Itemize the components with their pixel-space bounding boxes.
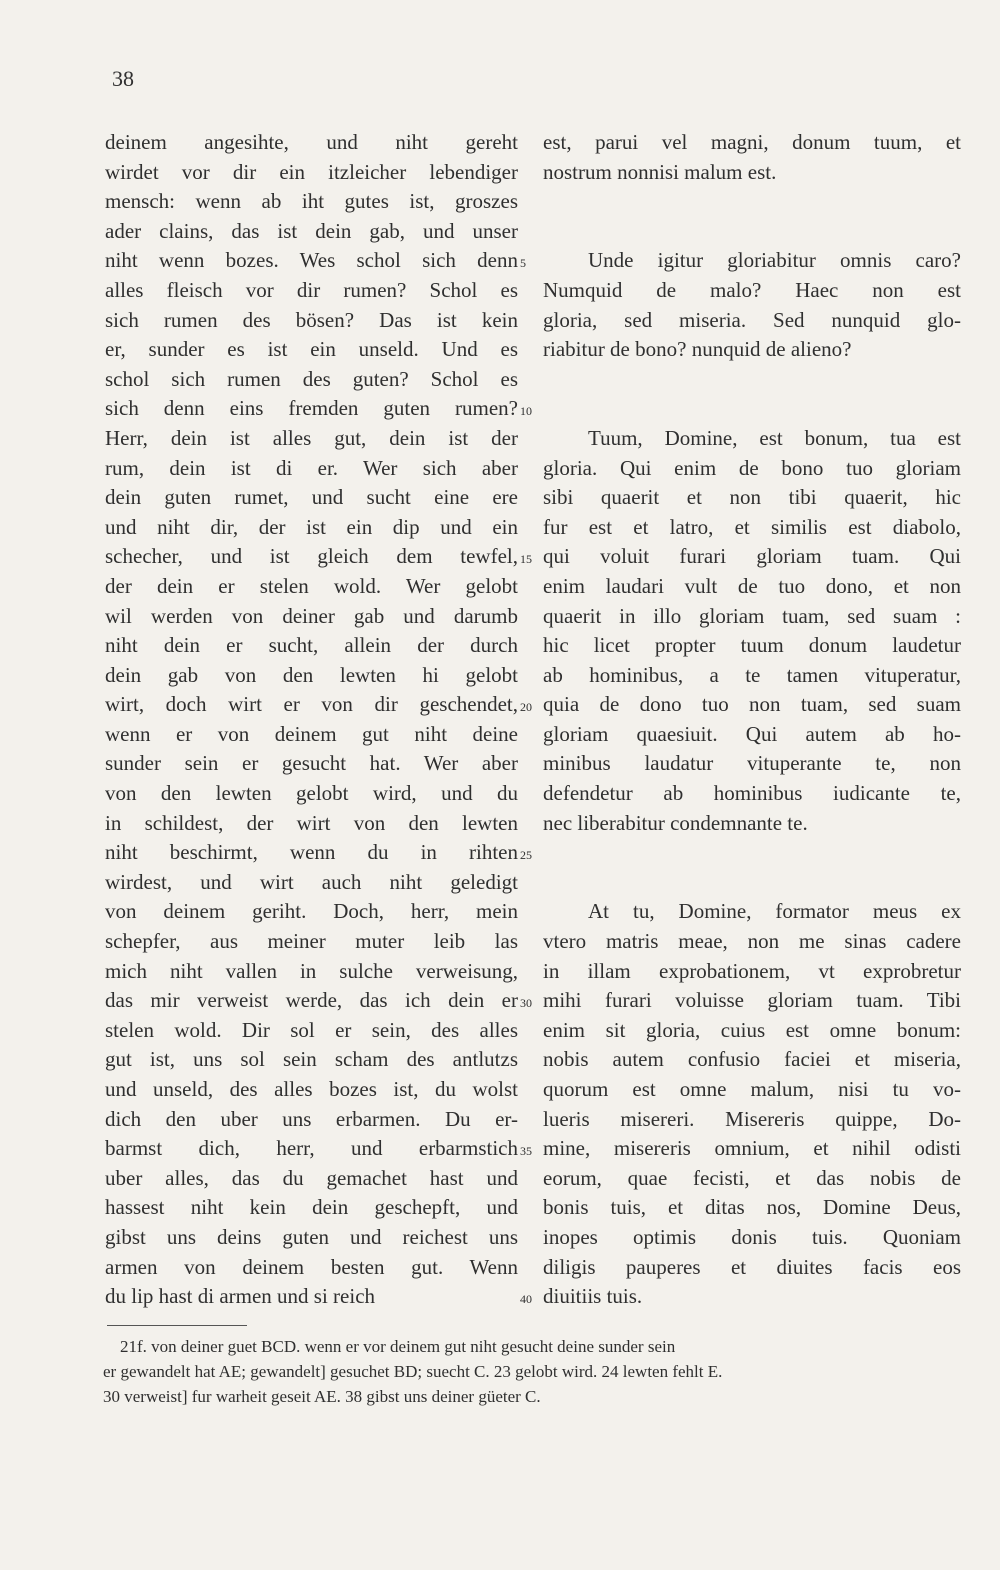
footnote-line: er gewandelt hat AE; gewandelt] gesuchet BD; suecht C. 23 gelobt wird. 24 lewten fehlt E.	[103, 1362, 723, 1381]
german-line: uber alles, das du gemachet hast und	[105, 1165, 518, 1190]
latin-line: gloria. Qui enim de bono tuo gloriam	[543, 455, 961, 480]
german-line: hassest niht kein dein geschepft, und	[105, 1195, 518, 1220]
latin-line: vtero matris meae, non me sinas cadere	[543, 929, 961, 954]
german-line: dich den uber uns erbarmen. Du er-	[105, 1106, 518, 1131]
german-line: stelen wold. Dir sol er sein, des alles	[105, 1017, 518, 1042]
latin-line: enim sit gloria, cuius est omne bonum:	[543, 1017, 961, 1042]
line-number: 40	[520, 1292, 532, 1307]
german-line: rum, dein ist di er. Wer sich aber	[105, 455, 518, 480]
latin-blank-line	[543, 838, 961, 868]
german-line: wirdest, und wirt auch niht geledigt	[105, 869, 518, 894]
german-line: schepfer, aus meiner muter leib las	[105, 929, 518, 954]
line-number: 35	[520, 1144, 532, 1159]
latin-line: riabitur de bono? nunquid de alieno?	[543, 337, 852, 362]
german-line: das mir verweist werde, das ich dein er	[105, 988, 518, 1013]
line-number: 10	[520, 404, 532, 419]
german-line: niht wenn bozes. Wes schol sich denn	[105, 248, 518, 273]
german-line: und niht dir, der ist ein dip und ein	[105, 514, 518, 539]
german-line: von den lewten gelobt wird, und du	[105, 781, 518, 806]
footnotes	[103, 1334, 963, 1409]
german-line: mensch: wenn ab iht gutes ist, groszes	[105, 189, 518, 214]
latin-blank-line	[543, 365, 961, 395]
latin-line: Tuum, Domine, est bonum, tua est	[588, 425, 961, 450]
line-number: 5	[520, 256, 526, 271]
latin-line: nec liberabitur condemnante te.	[543, 810, 808, 835]
german-text-column	[105, 128, 518, 1312]
german-line: gut ist, uns sol sein scham des antlutzs	[105, 1047, 518, 1072]
line-number: 20	[520, 700, 532, 715]
latin-blank-line	[543, 394, 961, 424]
german-line: Herr, dein ist alles gut, dein ist der	[105, 425, 518, 450]
german-line: niht dein er sucht, allein der durch	[105, 633, 518, 658]
german-line: wil werden von deiner gab und darumb	[105, 603, 518, 628]
latin-line: hic licet propter tuum donum laudetur	[543, 633, 961, 658]
german-line: barmst dich, herr, und erbarmstich	[105, 1136, 518, 1161]
latin-line: eorum, quae fecisti, et das nobis de	[543, 1165, 961, 1190]
footnote-line: 30 verweist] fur warheit geseit AE. 38 gibst uns deiner güeter C.	[103, 1387, 541, 1406]
latin-line: inopes optimis donis tuis. Quoniam	[543, 1224, 961, 1249]
footnote-line: 21f. von deiner guet BCD. wenn er vor deinem gut niht gesucht deine sunder sein	[120, 1337, 676, 1356]
latin-line: lueris misereri. Misereris quippe, Do-	[543, 1106, 961, 1131]
latin-line: diuitiis tuis.	[543, 1284, 643, 1309]
german-line: mich niht vallen in sulche verweisung,	[105, 958, 518, 983]
german-line: dein gab von den lewten hi gelobt	[105, 662, 518, 687]
german-line: sunder sein er gesucht hat. Wer aber	[105, 751, 518, 776]
latin-line: quaerit in illo gloriam tuam, sed suam :	[543, 603, 961, 628]
latin-line: est, parui vel magni, donum tuum, et	[543, 130, 961, 154]
latin-line: diligis pauperes et diuites facis eos	[543, 1254, 961, 1279]
latin-text-column	[543, 128, 961, 1312]
latin-line: defendetur ab hominibus iudicante te,	[543, 781, 961, 806]
latin-blank-line	[543, 217, 961, 247]
latin-blank-line	[543, 868, 961, 898]
german-line: dein guten rumet, und sucht eine ere	[105, 485, 518, 510]
latin-line: nobis autem confusio faciei et miseria,	[543, 1047, 961, 1072]
latin-line: minibus laudatur vituperante te, non	[543, 751, 961, 776]
german-line: der dein er stelen wold. Wer gelobt	[105, 573, 518, 598]
latin-line: gloriam quaesiuit. Qui autem ab ho-	[543, 721, 961, 746]
line-number: 30	[520, 996, 532, 1011]
german-line: deinem angesihte, und niht gereht	[105, 130, 518, 154]
latin-line: sibi quaerit et non tibi quaerit, hic	[543, 485, 961, 510]
latin-line: Numquid de malo? Haec non est	[543, 277, 961, 302]
latin-line: gloria, sed miseria. Sed nunquid glo-	[543, 307, 961, 332]
latin-line: qui voluit furari gloriam tuam. Qui	[543, 544, 961, 569]
german-line: wirt, doch wirt er von dir geschendet,	[105, 692, 518, 717]
latin-line: bonis tuis, et ditas nos, Domine Deus,	[543, 1195, 961, 1220]
german-line: wirdet vor dir ein itzleicher lebendiger	[105, 159, 518, 184]
line-number: 15	[520, 552, 532, 567]
latin-blank-line	[543, 187, 961, 217]
german-line: du lip hast di armen und si reich	[105, 1284, 376, 1309]
german-line: er, sunder es ist ein unseld. Und es	[105, 337, 518, 362]
latin-line: At tu, Domine, formator meus ex	[588, 899, 961, 924]
german-line: sich denn eins fremden guten rumen?	[105, 396, 518, 421]
german-line: in schildest, der wirt von den lewten	[105, 810, 518, 835]
latin-line: in illam exprobationem, vt exprobretur	[543, 958, 961, 983]
latin-line: enim laudari vult de tuo dono, et non	[543, 573, 961, 598]
german-line: sich rumen des bösen? Das ist kein	[105, 307, 518, 332]
line-number: 25	[520, 848, 532, 863]
footnote-rule	[107, 1325, 247, 1326]
german-line: ader clains, das ist dein gab, und unser	[105, 218, 518, 243]
german-line: und unseld, des alles bozes ist, du wolst	[105, 1077, 518, 1101]
german-line: niht beschirmt, wenn du in rihten	[105, 840, 518, 865]
latin-line: fur est et latro, et similis est diabolo,	[543, 514, 961, 539]
latin-line: ab hominibus, a te tamen vituperatur,	[543, 662, 961, 687]
german-line: von deinem geriht. Doch, herr, mein	[105, 899, 518, 924]
german-line: gibst uns deins guten und reichest uns	[105, 1224, 518, 1249]
latin-line: quia de dono tuo non tuam, sed suam	[543, 692, 961, 717]
latin-line: nostrum nonnisi malum est.	[543, 159, 777, 184]
latin-line: mihi furari voluisse gloriam tuam. Tibi	[543, 988, 961, 1013]
page-number: 38	[112, 66, 134, 91]
german-line: wenn er von deinem gut niht deine	[105, 721, 518, 746]
german-line: armen von deinem besten gut. Wenn	[105, 1254, 518, 1279]
german-line: schecher, und ist gleich dem tewfel,	[105, 544, 518, 569]
german-line: schol sich rumen des guten? Schol es	[105, 366, 518, 391]
latin-line: Unde igitur gloriabitur omnis caro?	[588, 248, 961, 273]
latin-line: quorum est omne malum, nisi tu vo-	[543, 1077, 961, 1101]
latin-line: mine, misereris omnium, et nihil odisti	[543, 1136, 961, 1161]
german-line: alles fleisch vor dir rumen? Schol es	[105, 277, 518, 302]
